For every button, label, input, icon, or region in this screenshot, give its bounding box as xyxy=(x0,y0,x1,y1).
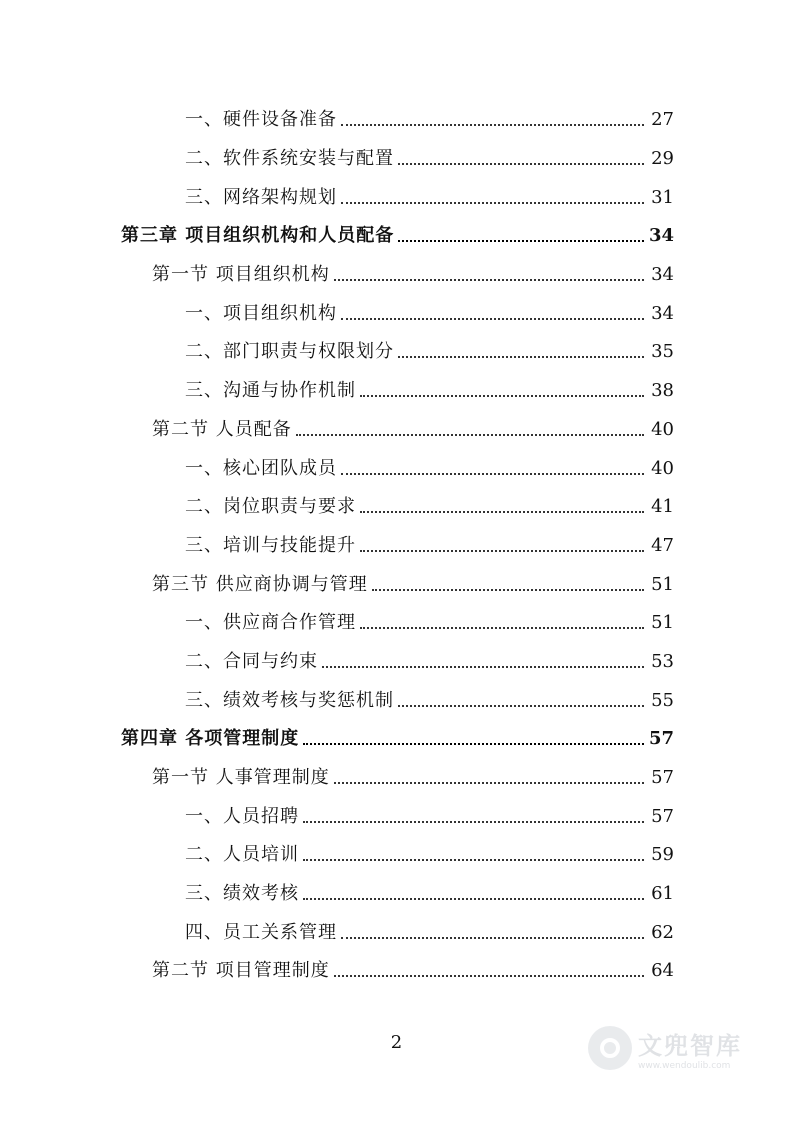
toc-entry-label: 一、核心团队成员 xyxy=(185,457,337,479)
page-number: 2 xyxy=(390,1032,403,1053)
toc-leader-dots xyxy=(303,821,644,823)
toc-entry-page: 47 xyxy=(651,534,674,556)
toc-entry[interactable] xyxy=(0,449,793,488)
watermark-url: www.wendoulib.com xyxy=(638,1060,731,1071)
toc-leader-dots xyxy=(303,898,644,900)
toc-leader-dots xyxy=(360,395,644,397)
toc-leader-dots xyxy=(372,589,644,591)
toc-entry-label: 三、绩效考核与奖惩机制 xyxy=(185,689,394,711)
toc-entry-label: 第三章 项目组织机构和人员配备 xyxy=(121,225,395,247)
toc-entry[interactable] xyxy=(0,643,793,682)
toc-entry[interactable] xyxy=(0,759,793,798)
toc-leader-dots xyxy=(334,782,644,784)
toc-entry-page: 59 xyxy=(651,844,674,866)
toc-entry-label: 二、部门职责与权限划分 xyxy=(185,341,394,363)
toc-leader-dots xyxy=(341,318,644,320)
toc-entry-page: 34 xyxy=(648,225,674,247)
toc-entry[interactable] xyxy=(0,101,793,140)
toc-entry-page: 41 xyxy=(651,496,674,518)
toc-entry[interactable] xyxy=(0,294,793,333)
toc-entry-page: 35 xyxy=(651,341,674,363)
watermark-logo-icon xyxy=(588,1026,632,1070)
toc-entry-label: 二、软件系统安装与配置 xyxy=(185,148,394,170)
toc-entry[interactable] xyxy=(0,565,793,604)
toc-entry-page: 57 xyxy=(651,767,674,789)
toc-entry-page: 51 xyxy=(651,573,674,595)
toc-entry-page: 31 xyxy=(651,186,674,208)
toc-entry[interactable] xyxy=(0,952,793,991)
toc-entry-page: 57 xyxy=(651,805,674,827)
toc-leader-dots xyxy=(398,163,644,165)
watermark-name: 文兜智库 xyxy=(638,1031,742,1060)
toc-entry-label: 三、沟通与协作机制 xyxy=(185,380,356,402)
toc-entry-page: 34 xyxy=(651,302,674,324)
toc-leader-dots xyxy=(303,859,644,861)
toc-leader-dots xyxy=(360,511,644,513)
toc-entry-page: 40 xyxy=(651,457,674,479)
toc-entry[interactable] xyxy=(0,411,793,450)
watermark xyxy=(588,1018,763,1078)
toc-entry-page: 38 xyxy=(651,380,674,402)
toc-entry[interactable] xyxy=(0,217,793,256)
toc-entry[interactable] xyxy=(0,140,793,179)
toc-leader-dots xyxy=(334,975,644,977)
toc-entry-label: 四、员工关系管理 xyxy=(185,921,337,943)
toc-entry-label: 一、人员招聘 xyxy=(185,805,299,827)
table-of-contents xyxy=(0,101,793,991)
toc-entry-label: 三、绩效考核 xyxy=(185,883,299,905)
toc-entry[interactable] xyxy=(0,488,793,527)
toc-entry[interactable] xyxy=(0,720,793,759)
toc-leader-dots xyxy=(322,666,644,668)
toc-entry-label: 一、项目组织机构 xyxy=(185,302,337,324)
toc-entry-label: 二、合同与约束 xyxy=(185,650,318,672)
toc-leader-dots xyxy=(334,279,644,281)
toc-leader-dots xyxy=(296,434,644,436)
toc-entry[interactable] xyxy=(0,604,793,643)
toc-entry-page: 55 xyxy=(651,689,674,711)
toc-leader-dots xyxy=(341,124,644,126)
toc-entry-label: 三、培训与技能提升 xyxy=(185,534,356,556)
toc-entry-label: 二、人员培训 xyxy=(185,844,299,866)
toc-entry[interactable] xyxy=(0,681,793,720)
toc-entry[interactable] xyxy=(0,256,793,295)
toc-entry-label: 第四章 各项管理制度 xyxy=(121,728,300,750)
toc-entry-page: 51 xyxy=(651,612,674,634)
toc-entry-label: 三、网络架构规划 xyxy=(185,186,337,208)
toc-leader-dots xyxy=(360,550,644,552)
toc-leader-dots xyxy=(398,705,644,707)
toc-leader-dots xyxy=(341,202,644,204)
toc-entry-label: 第一节 人事管理制度 xyxy=(152,767,330,789)
toc-entry[interactable] xyxy=(0,527,793,566)
toc-entry-label: 第一节 项目组织机构 xyxy=(152,264,330,286)
toc-entry[interactable] xyxy=(0,797,793,836)
toc-entry[interactable] xyxy=(0,913,793,952)
toc-leader-dots xyxy=(360,627,644,629)
toc-entry-page: 34 xyxy=(651,264,674,286)
toc-entry[interactable] xyxy=(0,836,793,875)
toc-entry-page: 61 xyxy=(651,883,674,905)
toc-entry-page: 27 xyxy=(651,109,674,131)
toc-leader-dots xyxy=(398,240,644,242)
toc-leader-dots xyxy=(398,356,644,358)
toc-leader-dots xyxy=(303,743,644,745)
toc-entry[interactable] xyxy=(0,875,793,914)
toc-entry-page: 62 xyxy=(651,921,674,943)
toc-entry-label: 二、岗位职责与要求 xyxy=(185,496,356,518)
toc-entry-page: 40 xyxy=(651,418,674,440)
toc-entry[interactable] xyxy=(0,333,793,372)
toc-entry-page: 57 xyxy=(648,728,674,750)
toc-entry[interactable] xyxy=(0,178,793,217)
toc-leader-dots xyxy=(341,937,644,939)
toc-entry-label: 第二节 人员配备 xyxy=(152,418,292,440)
toc-entry-page: 64 xyxy=(651,960,674,982)
toc-entry-label: 第二节 项目管理制度 xyxy=(152,960,330,982)
toc-entry-label: 一、硬件设备准备 xyxy=(185,109,337,131)
toc-entry-label: 一、供应商合作管理 xyxy=(185,612,356,634)
toc-entry-page: 53 xyxy=(651,650,674,672)
toc-entry[interactable] xyxy=(0,372,793,411)
toc-leader-dots xyxy=(341,473,644,475)
toc-entry-label: 第三节 供应商协调与管理 xyxy=(152,573,368,595)
toc-entry-page: 29 xyxy=(651,148,674,170)
